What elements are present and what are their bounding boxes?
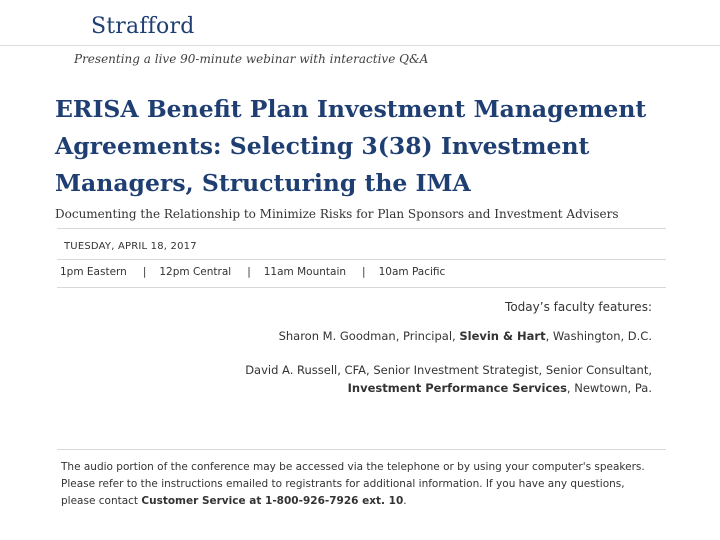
subtitle-divider xyxy=(57,228,666,229)
footer-text: The audio portion of the conference may be accessed via the telephone or by using your computer's speakers. Please refer to the instructions emailed to registrants for additional information. If you have any questions, please contact xyxy=(61,461,645,507)
audio-instructions xyxy=(61,459,661,510)
speaker-location: , Newtown, Pa. xyxy=(566,381,652,395)
footer-divider xyxy=(57,449,666,450)
time-separator: | xyxy=(362,266,366,278)
speaker-firm: Slevin & Hart xyxy=(459,329,546,343)
times-divider xyxy=(57,287,666,288)
date-divider xyxy=(57,259,666,260)
faculty-intro: Today’s faculty features: xyxy=(505,300,652,314)
time-separator: | xyxy=(142,266,147,278)
speaker-location: , Washington, D.C. xyxy=(545,329,652,343)
speaker-name-role: Sharon M. Goodman, Principal, xyxy=(278,329,460,343)
time-pacific: 10am Pacific xyxy=(378,266,446,278)
header-divider xyxy=(0,45,720,46)
webinar-title xyxy=(55,91,675,202)
time-mountain: 11am Mountain xyxy=(263,266,347,278)
title-line: Managers, Structuring the IMA xyxy=(55,169,471,197)
speaker-firm: Investment Performance Services xyxy=(347,381,567,395)
tagline: Presenting a live 90-minute webinar with interactive Q&A xyxy=(74,52,429,66)
speaker-russell xyxy=(245,361,652,397)
time-central: 12pm Central xyxy=(159,266,232,278)
speaker-name-role: David A. Russell, CFA, Senior Investment Strategist, Senior Consultant, xyxy=(245,363,652,377)
speaker-goodman xyxy=(279,327,652,345)
title-line: ERISA Benefit Plan Investment Management xyxy=(55,95,647,123)
strafford-logo: Strafford xyxy=(91,14,195,39)
time-separator: | xyxy=(247,266,251,278)
webinar-subtitle: Documenting the Relationship to Minimize Risks for Plan Sponsors and Investment Advisers xyxy=(55,207,619,221)
customer-service-contact: Customer Service at 1-800-926-7926 ext. 10 xyxy=(141,495,404,507)
time-eastern: 1pm Eastern xyxy=(60,266,127,278)
webinar-times xyxy=(60,266,445,278)
footer-end: . xyxy=(403,495,407,507)
title-line: Agreements: Selecting 3(38) Investment xyxy=(55,132,590,160)
webinar-date: TUESDAY, APRIL 18, 2017 xyxy=(64,241,197,252)
